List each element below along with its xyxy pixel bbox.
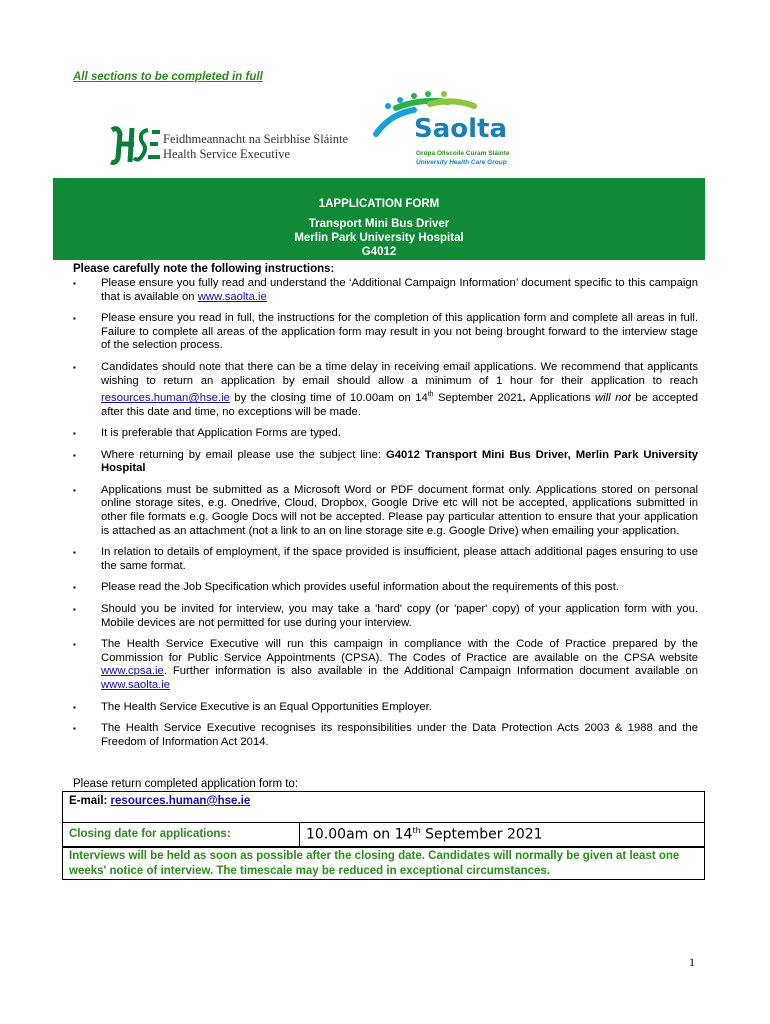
bullet-icon: ▪	[73, 605, 76, 615]
bullet-icon: ▪	[73, 450, 76, 460]
instructions-list	[73, 277, 698, 757]
item-text: Candidates should note that there can be a time delay in receiving email applications. We recommend that applicants wishing to return an application by email should allow a minimum of 1 hour for their application to reach	[101, 360, 698, 387]
email-row	[62, 791, 705, 823]
subject-line: G4012 Transport Mini Bus Driver, Merlin Park University Hospital	[101, 448, 698, 475]
item-text: The Health Service Executive recognises its responsibilities under the Data Protection Acts 2003 & 1988 and the Freedom of Information Act 2014.	[101, 722, 698, 748]
email-label: E-mail:	[69, 795, 111, 807]
interview-note: Interviews will be held as soon as possible after the closing date. Candidates will normally be given at least one weeks' notice of interview. The timescale may be reduced in exceptional circumstances.	[69, 850, 680, 877]
item-text: In relation to details of employment, if the space provided is insufficient, please attach additional pages ensuring to use the same format.	[101, 546, 698, 572]
top-note: All sections to be completed in full	[73, 71, 263, 83]
closing-month: September 2021	[420, 826, 543, 843]
list-item	[73, 312, 698, 353]
hse-line-irish: Feidhmeannacht na Seirbhíse Sláinte	[163, 132, 349, 146]
item-text: .	[522, 391, 526, 404]
banner-location: Merlin Park University Hospital	[294, 232, 464, 244]
item-text: Applications must be submitted as a Microsoft Word or PDF document format only. Applications stored on personal online storage sites, e.g. Onedrive, Cloud, Dropbox, Google Drive etc will not be accepted, applications submitted in other file formats e.g. Google Docs will not be accepted. Please pay particular attention to ensure that your application is attached as an attachment (not a link to an on line storage site e.g. Google Drive) when emailing your application.	[101, 483, 698, 537]
list-item	[73, 722, 698, 749]
list-item	[73, 427, 698, 441]
closing-sup: th	[412, 826, 421, 835]
item-text: September 2021	[433, 391, 523, 404]
saolta-logo	[370, 88, 530, 172]
saolta-sub2: University Health Care Group	[416, 159, 507, 166]
saolta-sub1: Grúpa Ollscoile Cúram Sláinte	[416, 150, 510, 157]
item-text: by the closing time of 10.00am on 14	[229, 391, 428, 404]
saolta-name: Saolta	[414, 114, 508, 144]
interview-note-row	[62, 846, 705, 880]
bullet-icon: ▪	[73, 362, 76, 372]
bullet-icon: ▪	[73, 583, 76, 593]
email-label-wrap	[69, 795, 250, 807]
item-emphasis: will not	[595, 391, 631, 404]
list-item	[73, 484, 698, 538]
bullet-icon: ▪	[73, 702, 76, 712]
closing-time: 10.00am on 14	[306, 826, 413, 843]
list-item	[73, 546, 698, 573]
hse-line-english: Health Service Executive	[163, 147, 291, 161]
banner-job-title: Transport Mini Bus Driver	[308, 218, 450, 230]
page-number: 1	[689, 955, 695, 969]
list-item	[73, 449, 698, 476]
hse-logo-icon	[108, 124, 162, 166]
saolta-link[interactable]: www.saolta.ie	[197, 290, 267, 303]
bullet-icon: ▪	[73, 279, 76, 288]
banner-form-title: 1APPLICATION FORM	[318, 198, 440, 210]
closing-date-row	[62, 822, 705, 848]
bullet-icon: ▪	[73, 485, 76, 495]
item-text: . Further information is also available in the Additional Campaign Information document available on	[163, 665, 698, 678]
return-email-link[interactable]: resources.human@hse.ie	[110, 795, 251, 807]
hse-logo-text	[163, 132, 348, 162]
item-text: Please ensure you read in full, the instructions for the completion of this application form and complete all areas in full. Failure to complete all areas of the application form may result in you not being brought forward to the interview stage of the selection process.	[101, 312, 698, 352]
email-link[interactable]: resources.human@hse.ie	[101, 391, 230, 404]
item-text: Applications	[525, 391, 595, 404]
list-item	[73, 638, 698, 692]
closing-date-label: Closing date for applications:	[69, 828, 231, 840]
list-item	[73, 603, 698, 630]
item-text: Where returning by email please use the subject line:	[101, 448, 386, 461]
item-text: It is preferable that Application Forms are typed.	[101, 427, 341, 440]
bullet-icon: ▪	[73, 724, 76, 734]
saolta-link[interactable]: www.saolta.ie	[101, 679, 171, 692]
banner-reference: G4012	[361, 246, 397, 258]
item-text: The Health Service Executive will run this campaign in compliance with the Code of Practice prepared by the Commission for Public Service Appointments (CPSA). The Codes of Practice are available on the CPSA website	[101, 638, 698, 664]
item-sup: th	[427, 391, 434, 399]
bullet-icon: ▪	[73, 640, 76, 650]
list-item	[73, 701, 698, 715]
bullet-icon: ▪	[73, 548, 76, 558]
list-item	[73, 277, 698, 304]
cell-divider	[299, 823, 300, 847]
bullet-icon: ▪	[73, 429, 76, 439]
item-text: be accepted after this date and time, no exceptions will be made.	[101, 391, 699, 418]
item-text: Please read the Job Specification which provides useful information about the requirements of this post.	[101, 581, 620, 594]
title-banner	[53, 178, 705, 260]
instructions-title: Please carefully note the following instructions:	[73, 263, 335, 275]
closing-date-value	[306, 826, 543, 843]
return-note: Please return completed application form to:	[73, 778, 299, 790]
list-item	[73, 361, 698, 419]
item-text: The Health Service Executive is an Equal Opportunities Employer.	[101, 700, 432, 713]
item-text: Please ensure you fully read and understand the ‘Additional Campaign Information’ document specific to this campaign that is available on	[101, 277, 698, 303]
cpsa-link[interactable]: www.cpsa.ie	[101, 665, 164, 678]
list-item	[73, 581, 698, 595]
item-text: Should you be invited for interview, you may take a 'hard' copy (or 'paper' copy) of your application form with you. Mobile devices are not permitted for use during your interview.	[101, 603, 698, 629]
bullet-icon: ▪	[73, 314, 76, 324]
